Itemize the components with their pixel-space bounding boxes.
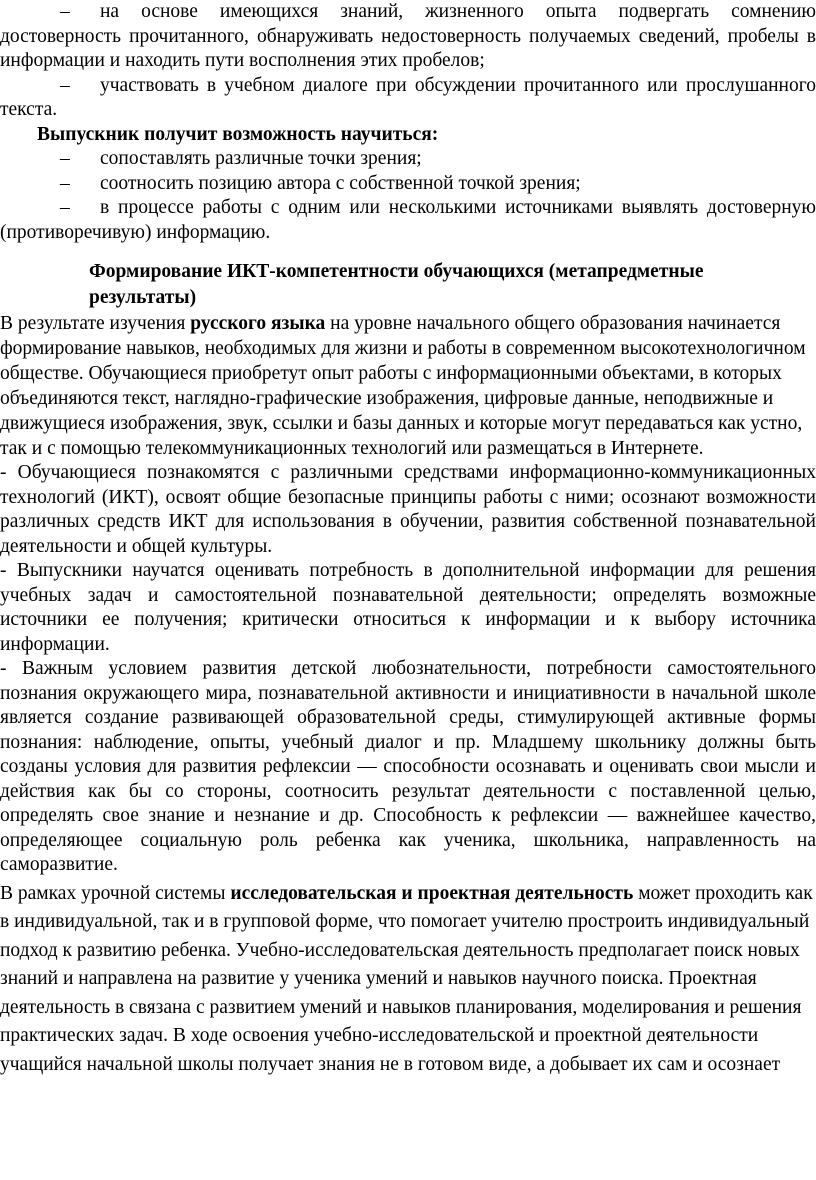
bullet-text: на основе имеющихся знаний, жизненного опыта подвергать сомнению достоверность прочитанного, обнаруживать недостоверность получаемых сведений, пробелы в информации и находить пути восполнения этих пробелов;: [0, 1, 816, 71]
dash-marker: –: [60, 1, 70, 22]
dash-marker: –: [60, 74, 70, 96]
dash-marker: –: [60, 148, 70, 169]
opportunity-subheading: Выпускник получит возможность научиться:: [37, 123, 439, 145]
intro-text-after: на уровне начального общего образования начинается формирование навыков, необходимых для жизни и работы в современном высокотехнологичном обществе. Обучающиеся приобретут опыт работы с информационными объектами, в которых объединяются текст, наглядно-графические изображения, цифровые данные, неподвижные и движущиеся изображения, звук, ссылки и базы данных и которые могут передаваться как устно, так и с помощью телекоммуникационных технологий или размещаться в Интернете.: [0, 313, 806, 459]
paragraph-ict-tools: - Обучающиеся познакомятся с различными средствами информационно-коммуникационных технологий (ИКТ), освоят общие безопасные принципы работы с ними; осознают возможности различных средств ИКТ для использования в обучении, развития собственной познавательной деятельности и общей культуры.: [0, 462, 816, 557]
bullet-text: соотносить позицию автора с собственной точкой зрения;: [100, 172, 581, 194]
final-bold-activity: исследовательская и проектная деятельность: [230, 882, 634, 904]
intro-text-before: В результате изучения: [0, 313, 191, 334]
dash-marker: –: [60, 172, 70, 194]
bullet-item-viewpoints: [0, 147, 816, 172]
final-text-before: В рамках урочной системы: [0, 882, 231, 904]
bullet-item-dialogue: [0, 74, 816, 123]
bullet-item-sources: [0, 196, 816, 245]
final-paragraph: [0, 880, 816, 1080]
bullet-item-doubt: [0, 0, 816, 74]
paragraph-reflection: - Важным условием развития детской любознательности, потребности самостоятельного познания окружающего мира, познавательной активности и инициативности в начальной школе является создание развивающей образовательной среды, стимулирующей активные формы познания: наблюдение, опыты, учебный диалог и пр. Младшему школьнику должны быть созданы условия для развития рефлексии — способности осознавать и оценивать свои мысли и действия как бы со стороны, соотносить результат деятельности с поставленной целью, определять свое знание и незнание и др. Способность к рефлексии — важнейшее качество, определяющее социальную роль ребенка как ученика, школьника, направленность на саморазвитие.: [0, 658, 816, 875]
bullet-text: участвовать в учебном диалоге при обсуждении прочитанного или прослушанного текста.: [0, 74, 816, 120]
intro-paragraph: [0, 311, 816, 461]
dash-marker: –: [60, 197, 70, 218]
paragraph-information-needs: - Выпускники научатся оценивать потребность в дополнительной информации для решения учебных задач и самостоятельной познавательной деятельности; определять возможные источники ее получения; критически относиться к информации и к выбору источника информации.: [0, 560, 816, 655]
bullet-item-author-position: [0, 172, 816, 197]
section-heading: Формирование ИКТ-компетентности обучающихся (метапредметные результаты): [89, 261, 704, 308]
bullet-text: в процессе работы с одним или несколькими источниками выявлять достоверную (противоречивую) информацию.: [0, 197, 816, 243]
final-text-after: может проходить как в индивидуальной, так и в групповой форме, что помогает учителю простроить индивидуальный подход к развитию ребенка. Учебно-исследовательская деятельность предполагает поиск новых знаний и направлена на развитие у ученика умений и навыков научного поиска. Проектная деятельность в связана с развитием умений и навыков планирования, моделирования и решения практических задач. В ходе освоения учебно-исследовательской и проектной деятельности учащийся начальной школы получает знания не в готовом виде, а добывает их сам и осознает: [0, 882, 813, 1075]
bullet-text: сопоставлять различные точки зрения;: [100, 148, 422, 169]
intro-bold-subject: русского языка: [190, 313, 326, 334]
